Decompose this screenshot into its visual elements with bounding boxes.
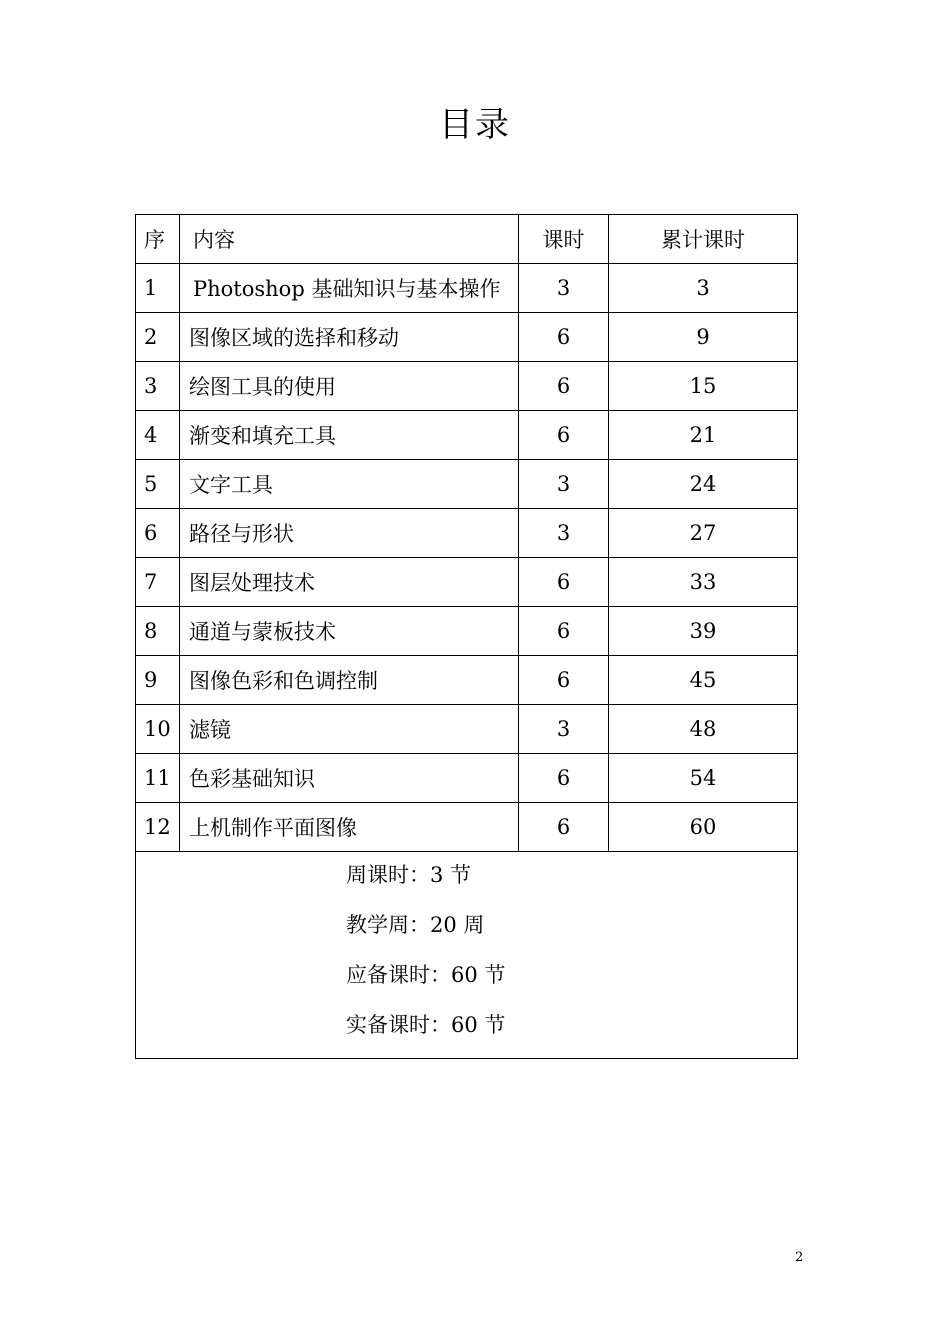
row-hours: 6 [519,656,609,705]
row-content: 色彩基础知识 [180,754,519,803]
summary-teaching-weeks: 教学周：20 周 [346,913,485,937]
row-seq: 11 [136,754,180,803]
page-number: 2 [795,1250,804,1265]
summary-box [136,852,797,1058]
row-total-hours: 24 [609,460,798,509]
row-content: 文字工具 [180,460,519,509]
table-row [136,313,798,362]
row-seq: 8 [136,607,180,656]
row-hours: 6 [519,607,609,656]
summary-planned-hours: 应备课时：60 节 [346,963,506,987]
row-hours: 6 [519,803,609,852]
table-row [136,656,798,705]
header-hours: 课时 [519,215,609,264]
row-hours: 3 [519,509,609,558]
table-row [136,264,798,313]
row-seq: 1 [136,264,180,313]
table-row [136,509,798,558]
row-hours: 6 [519,558,609,607]
row-content: 通道与蒙板技术 [180,607,519,656]
table-row [136,754,798,803]
row-seq: 7 [136,558,180,607]
row-content: Photoshop 基础知识与基本操作 [180,264,519,313]
row-content: 图层处理技术 [180,558,519,607]
row-seq: 4 [136,411,180,460]
row-hours: 3 [519,705,609,754]
summary-row [136,852,798,1059]
row-seq: 3 [136,362,180,411]
toc-table [135,214,798,1059]
row-total-hours: 45 [609,656,798,705]
header-content: 内容 [180,215,519,264]
summary-cell [136,852,798,1059]
row-seq: 6 [136,509,180,558]
row-content: 绘图工具的使用 [180,362,519,411]
row-hours: 3 [519,460,609,509]
table-row [136,705,798,754]
row-hours: 6 [519,754,609,803]
summary-actual-hours: 实备课时：60 节 [346,1013,506,1037]
row-content: 上机制作平面图像 [180,803,519,852]
row-seq: 10 [136,705,180,754]
row-total-hours: 33 [609,558,798,607]
row-hours: 6 [519,362,609,411]
table-row [136,558,798,607]
row-hours: 3 [519,264,609,313]
row-total-hours: 9 [609,313,798,362]
row-total-hours: 21 [609,411,798,460]
row-seq: 9 [136,656,180,705]
table-row [136,411,798,460]
row-content: 图像区域的选择和移动 [180,313,519,362]
row-total-hours: 27 [609,509,798,558]
row-total-hours: 60 [609,803,798,852]
row-total-hours: 48 [609,705,798,754]
row-seq: 12 [136,803,180,852]
table-row [136,362,798,411]
header-total-hours: 累计课时 [609,215,798,264]
table-row [136,607,798,656]
row-seq: 5 [136,460,180,509]
row-content: 图像色彩和色调控制 [180,656,519,705]
header-seq: 序 [136,215,180,264]
row-seq: 2 [136,313,180,362]
row-hours: 6 [519,411,609,460]
row-content: 滤镜 [180,705,519,754]
row-content: 渐变和填充工具 [180,411,519,460]
row-hours: 6 [519,313,609,362]
row-total-hours: 15 [609,362,798,411]
summary-weekly-hours: 周课时：3 节 [346,863,472,887]
table-row [136,460,798,509]
row-content: 路径与形状 [180,509,519,558]
page-title: 目录 [439,105,511,145]
table-row [136,803,798,852]
row-total-hours: 54 [609,754,798,803]
row-total-hours: 39 [609,607,798,656]
row-total-hours: 3 [609,264,798,313]
table-header-row [136,215,798,264]
